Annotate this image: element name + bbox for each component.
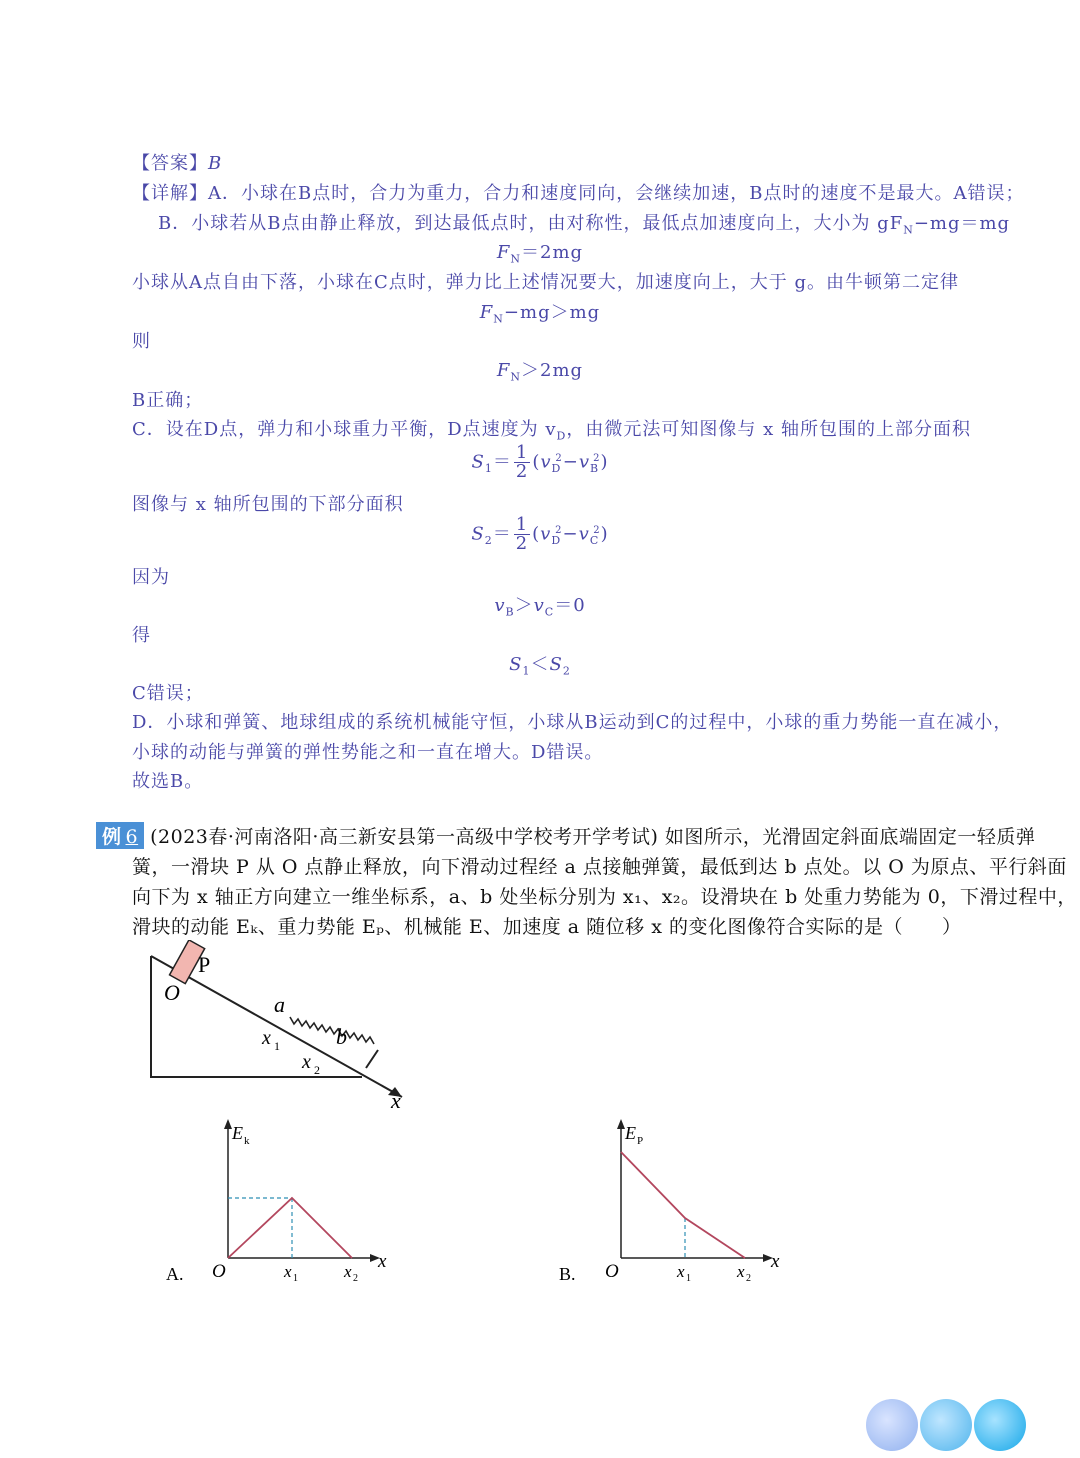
- equation-s-compare: $S_1<S_2$: [509, 654, 571, 678]
- label-x1-sub: 1: [274, 1039, 280, 1053]
- detail-line-f: D．小球和弹簧、地球组成的系统机械能守恒，小球从B运动到C的过程中，小球的重力势能一直在减小，: [132, 712, 1013, 733]
- option-a-label: A.: [166, 1264, 184, 1284]
- equation-s2: $S_2=$ $\frac{1}{2}$ $(v_D^2-v_C^2)$: [471, 514, 609, 554]
- label-p: P: [198, 952, 211, 977]
- a-tick-x2: x: [344, 1262, 352, 1281]
- answer-line: [132, 149, 222, 175]
- detail-get: 得: [132, 625, 151, 646]
- label-x2: x: [302, 1051, 311, 1073]
- detail-b-correct: B正确；: [132, 390, 204, 411]
- fraction-half-1: $\frac{1}{2}$: [515, 442, 529, 482]
- cmp-s2: S: [549, 654, 563, 675]
- example-line-4: 滑块的动能 Eₖ、重力势能 Eₚ、机械能 E、加速度 a 随位移 x 的变化图像符合实际的是（ ）: [132, 916, 962, 938]
- a-x-label: x: [378, 1251, 387, 1272]
- example-tag: 例 6: [96, 822, 144, 849]
- label-x1: x: [262, 1027, 271, 1049]
- eq2-f: F: [479, 302, 494, 323]
- svg-text:1: 1: [686, 1273, 691, 1284]
- svg-text:2: 2: [746, 1273, 751, 1284]
- eq3-f: F: [496, 360, 511, 381]
- s2-symbol: S: [471, 523, 485, 545]
- detail-d-a: C．设在D点，弹力和小球重力平衡，D点速度为 v: [132, 419, 557, 440]
- a-y-arrow: [224, 1119, 232, 1129]
- eq1-f: F: [496, 242, 511, 263]
- label-x2-sub: 2: [314, 1063, 320, 1077]
- detail-line-d: C．设在D点，弹力和小球重力平衡，D点速度为 $v_D$，由微元法可知图像与 x 轴所包围的上部分面积: [132, 419, 971, 443]
- eqv-tail: ＝0: [554, 595, 586, 616]
- detail-then: 则: [132, 331, 151, 352]
- b-tick-x2: x: [737, 1262, 745, 1281]
- decor-dot-3: [974, 1399, 1026, 1451]
- a-ylabel-sub: k: [244, 1135, 250, 1147]
- b-tick-x1: x: [677, 1262, 685, 1281]
- a-tick-x1: x: [284, 1262, 292, 1281]
- detail-text-b: B．小球若从B点由静止释放，到达最低点时，由对称性，最低点加速度向上，大小为 gF: [158, 213, 904, 234]
- detail-text-b-tail: −mg＝mg: [913, 213, 1011, 234]
- b-origin: O: [605, 1261, 619, 1282]
- detail-conclusion: 故选B。: [132, 771, 204, 792]
- b-x-label: x: [771, 1251, 780, 1272]
- answer-value: B: [208, 153, 223, 174]
- detail-c-wrong: C错误；: [132, 683, 204, 704]
- a-ylabel: E: [232, 1123, 243, 1143]
- eqv-v2: v: [533, 595, 545, 616]
- example-text-1: (2023春·河南洛阳·高三新安县第一高级中学校考开学考试) 如图所示，光滑固定斜面底端固定一轻质弹: [150, 826, 1036, 848]
- answer-label: 【答案】: [132, 153, 208, 174]
- label-b: b: [336, 1024, 347, 1049]
- fraction-half-2: $\frac{1}{2}$: [515, 514, 529, 554]
- cmp-s1: S: [509, 654, 523, 675]
- example-line-1: [96, 822, 1035, 849]
- eqv-v1: v: [494, 595, 506, 616]
- detail-line-g: 小球的动能与弹簧的弹性势能之和一直在增大。D错误。: [132, 742, 604, 763]
- spring-stop: [366, 1050, 378, 1068]
- equation-s1: $S_1=$ $\frac{1}{2}$ $(v_D^2-v_B^2)$: [471, 442, 609, 482]
- spring: [290, 1017, 374, 1044]
- a-origin: O: [212, 1261, 226, 1282]
- detail-line-e: 图像与 x 轴所包围的下部分面积: [132, 494, 404, 515]
- option-b-graph: [553, 1115, 793, 1290]
- label-o: O: [164, 980, 180, 1005]
- example-line-2: 簧，一滑块 P 从 O 点静止释放，向下滑动过程经 a 点接触弹簧，最低到达 b 点处。以 O 为原点、平行斜面: [132, 856, 1067, 878]
- detail-d-b: ，由微元法可知图像与 x 轴所包围的上部分面积: [566, 419, 971, 440]
- a-curve: [228, 1198, 352, 1258]
- b-ylabel: E: [625, 1123, 636, 1143]
- label-a: a: [274, 992, 285, 1017]
- incline-figure: [140, 940, 430, 1120]
- svg-text:1: 1: [293, 1273, 298, 1284]
- b-y-arrow: [617, 1119, 625, 1129]
- detail-line-a: [132, 179, 1024, 205]
- eq3-tail: ＞2mg: [521, 360, 584, 381]
- option-a-graph: [160, 1115, 400, 1290]
- eq2-tail: −mg＞mg: [503, 302, 601, 323]
- detail-because: 因为: [132, 567, 170, 588]
- example-line-3: 向下为 x 轴正方向建立一维坐标系，a、b 处坐标分别为 x₁、x₂。设滑块在 b 处重力势能为 0，下滑过程中，: [132, 886, 1077, 908]
- option-b-label: B.: [559, 1264, 576, 1284]
- detail-text-a: A．小球在B点时，合力为重力，合力和速度同向，会继续加速，B点时的速度不是最大。A错误；: [208, 183, 1025, 204]
- eq1-tail: ＝2mg: [521, 242, 584, 263]
- equation-1: $F_N=2mg$: [496, 242, 584, 266]
- detail-line-b: B．小球若从B点由静止释放，到达最低点时，由对称性，最低点加速度向上，大小为 $gF_N-mg=mg$: [158, 213, 1011, 237]
- label-x-axis: x: [391, 1088, 401, 1113]
- b-curve: [621, 1152, 745, 1258]
- b-ylabel-sub: P: [637, 1135, 644, 1147]
- svg-text:2: 2: [353, 1273, 358, 1284]
- decor-dot-2: [920, 1399, 972, 1451]
- s1-symbol: S: [471, 451, 485, 473]
- decor-dot-1: [866, 1399, 918, 1451]
- equation-2: $F_N-mg>mg$: [479, 302, 601, 326]
- detail-line-c: 小球从A点自由下落，小球在C点时，弹力比上述情况要大，加速度向上，大于 g。由牛顿第二定律: [132, 272, 960, 293]
- equation-v: $v_B>v_C=0$: [494, 595, 586, 619]
- detail-label: 【详解】: [132, 183, 208, 204]
- equation-3: $F_N>2mg$: [496, 360, 584, 384]
